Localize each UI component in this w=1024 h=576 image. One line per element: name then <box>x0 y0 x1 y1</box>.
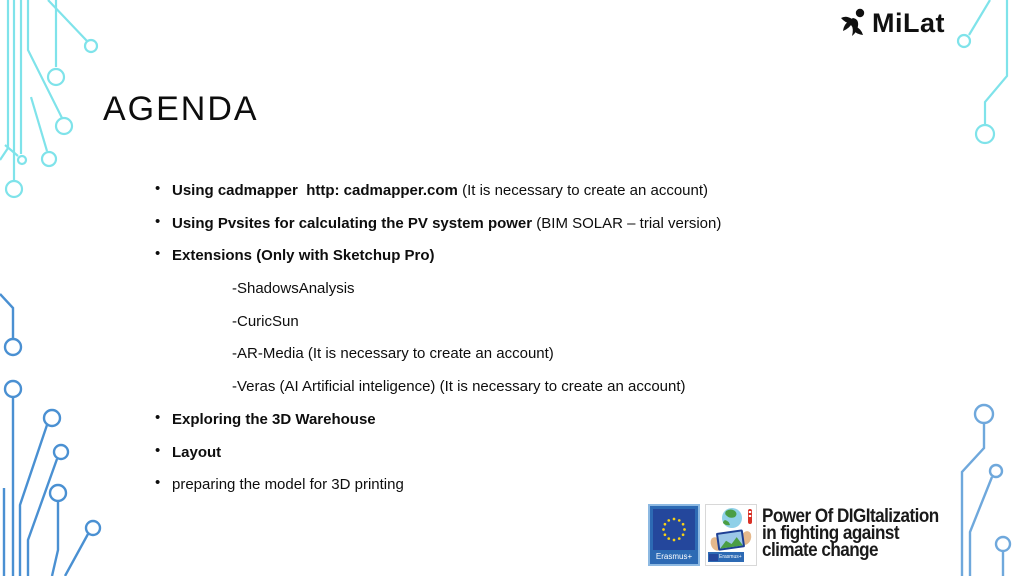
list-item: • Exploring the 3D Warehouse <box>155 404 955 437</box>
footer-logos <box>648 504 958 566</box>
mini-erasmus-label: Erasmus+ <box>719 553 742 560</box>
project-title-line: climate change <box>762 540 879 561</box>
brand-logo <box>839 6 945 40</box>
list-item: • preparing the model for 3D printing <box>155 469 955 502</box>
project-title-line: in fighting against <box>762 523 899 544</box>
list-item: • Using Pvsites for calculating the PV system power (BIM SOLAR – trial version) <box>155 208 955 241</box>
mini-eu-flag-icon <box>709 554 718 561</box>
project-logo <box>705 504 757 566</box>
list-item: • Using cadmapper http: cadmapper.com (It is necessary to create an account) <box>155 175 955 208</box>
person-icon <box>839 6 871 40</box>
brand-name: MiLat <box>872 8 945 38</box>
list-item: -ShadowsAnalysis <box>232 280 355 298</box>
circuit-traces-top-right <box>958 0 1007 143</box>
circuit-traces-top-left <box>0 0 97 197</box>
project-title <box>762 508 939 559</box>
agenda-list <box>155 175 955 502</box>
mini-erasmus-bar <box>708 552 744 562</box>
project-title-line: Power Of DIGItalization <box>762 506 939 527</box>
list-item: -Veras (AI Artificial inteligence) (It is necessary to create an account) <box>232 378 686 396</box>
page-title: AGENDA <box>103 90 259 128</box>
eu-flag-stars-icon <box>653 509 695 550</box>
circuit-traces-bottom-left <box>0 294 100 576</box>
list-item: • Extensions (Only with Sketchup Pro) <box>155 240 955 273</box>
list-item: -CuricSun <box>232 312 299 330</box>
erasmus-label: Erasmus+ <box>655 552 693 561</box>
list-item: • Layout <box>155 437 955 470</box>
erasmus-logo <box>648 504 700 566</box>
list-item: -AR-Media (It is necessary to create an account) <box>232 345 554 363</box>
circuit-traces-bottom-right <box>962 405 1010 576</box>
